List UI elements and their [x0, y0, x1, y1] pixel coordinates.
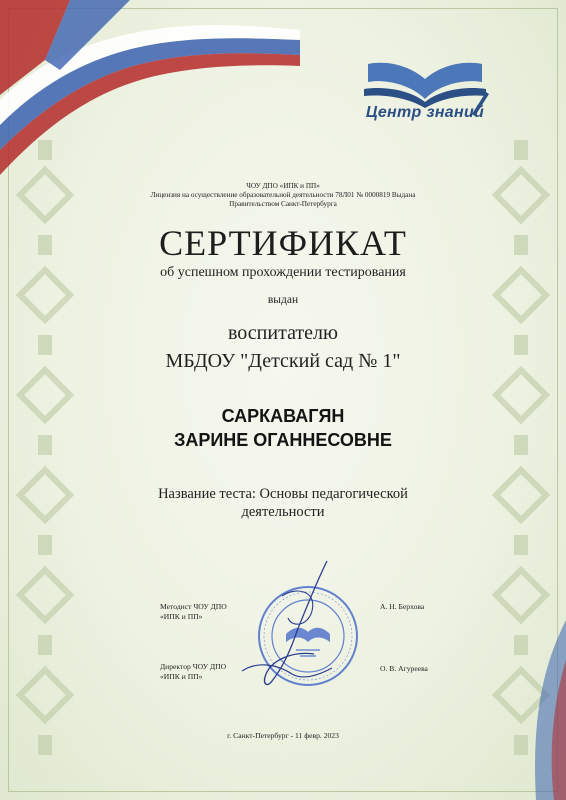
methodist-role: [160, 602, 227, 621]
recipient-name-line-1: САРКАВАГЯН: [221, 406, 345, 426]
logo-text: Центр знаний: [365, 104, 485, 121]
recipient-institution: МБДОУ "Детский сад № 1": [165, 350, 401, 372]
certificate-subtitle: об успешном прохождении тестирования: [160, 265, 406, 280]
recipient-position: воспитателю: [228, 322, 338, 344]
organization-line-2: Лицензия на осуществление образовательной деятельности 78Л01 № 0000819 Выдана: [150, 191, 416, 199]
methodist-name: А. Н. Берхова: [380, 602, 425, 611]
organization-info: [0, 182, 566, 209]
director-role-line-1: Директор ЧОУ ДПО: [160, 662, 227, 671]
methodist-role-line-2: «ИПК и ПП»: [160, 611, 203, 621]
flag-ribbon-bottom: [476, 620, 566, 800]
test-title-line-1: Название теста: Основы педагогической: [158, 486, 408, 502]
director-role-line-2: «ИПК и ПП»: [160, 671, 203, 681]
test-title: [0, 485, 566, 521]
issued-label: выдан: [267, 294, 299, 306]
methodist-role-line-1: Методист ЧОУ ДПО: [160, 602, 227, 611]
organization-line-1: ЧОУ ДПО «ИПК и ПП»: [246, 182, 320, 190]
flag-ribbon: [0, 0, 300, 200]
test-title-line-2: деятельности: [241, 504, 325, 520]
recipient-name: [0, 404, 566, 452]
certificate-title: СЕРТИФИКАТ: [159, 223, 407, 263]
place-and-date: г. Санкт-Петербург - 11 февр. 2023: [227, 731, 339, 740]
handwritten-signature: [222, 556, 372, 696]
organization-line-3: Правительством Санкт-Петербурга: [229, 200, 337, 208]
director-role: [160, 662, 226, 681]
recipient-name-line-2: ЗАРИНЕ ОГАННЕСОВНЕ: [174, 430, 392, 450]
director-name: О. В. Агуреева: [380, 664, 428, 673]
